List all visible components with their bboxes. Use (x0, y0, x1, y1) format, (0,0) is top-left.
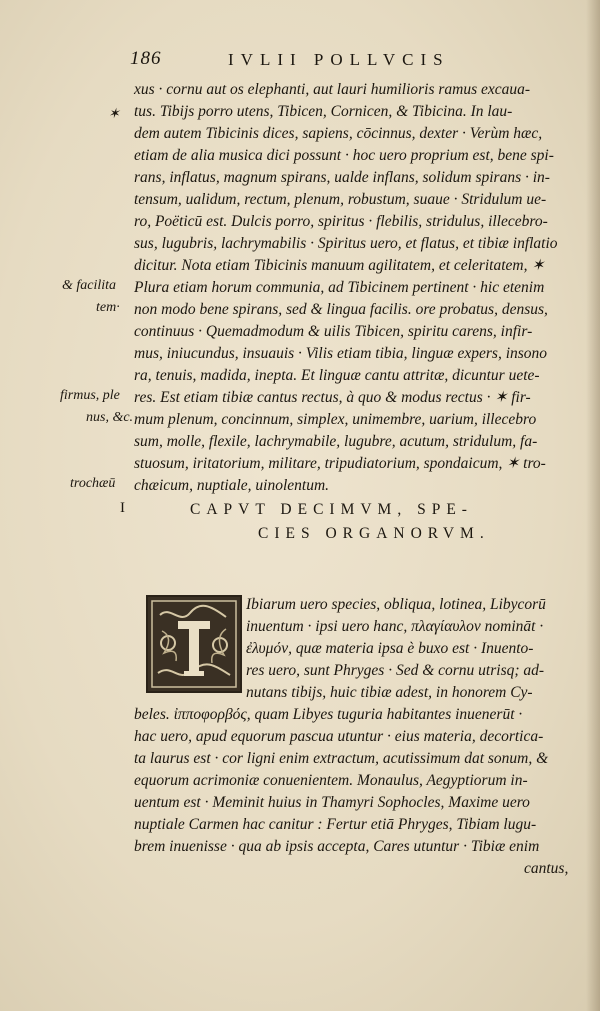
text-line: beles. ἰπποφορβός, quam Libyes tuguria habitantes inuenerūt · (134, 706, 523, 723)
margin-asterisk: ✶ (108, 107, 120, 122)
text-line: nutans tibijs, huic tibiæ adest, in honorem Cy- (246, 684, 533, 701)
text-line: tus. Tibijs porro utens, Tibicen, Cornicen, & Tibicina. In lau- (134, 103, 513, 120)
text-line: chæicum, nuptiale, uinolentum. (134, 477, 330, 494)
text-line: non modo bene spirans, sed & lingua facilis. ore probatus, densus, (134, 301, 548, 318)
margin-note: trochæū (70, 476, 116, 491)
text-line: nuptiale Carmen hac canitur : Fertur etiā Phryges, Tibiam lugu- (134, 816, 537, 833)
page-number: 186 (130, 48, 162, 69)
page-header (128, 48, 568, 76)
text-line: tensum, ualidum, rectum, plenum, robustum, suaue · Stridulum ue- (134, 191, 547, 208)
text-line: sum, molle, flexile, lachrymabile, lugubre, acutum, stridulum, fa- (134, 433, 538, 450)
margin-note: & facilita (62, 278, 117, 293)
text-line: dicitur. Nota etiam Tibicinis manuum agilitatem, et celeritatem, ✶ (134, 257, 545, 274)
text-line: sus, lugubris, lachrymabilis · Spiritus uero, et flatus, et tibiæ inflatio (134, 235, 558, 252)
running-title: IVLII POLLVCIS (228, 50, 450, 69)
ornament-icon (148, 597, 240, 691)
text-line: continuus · Quemadmodum & uilis Tibicen, spiritu carens, infir- (134, 323, 533, 340)
text-line: brem inuenisse · qua ab ipsis accepta, Cares utuntur · Tibiæ enim (134, 838, 540, 855)
page-gutter-shadow (586, 0, 600, 1011)
text-line: mum plenum, concinnum, simplex, unimembre, uarium, illecebro (134, 411, 537, 428)
text-line: mus, iniucundus, insuauis · Vilis etiam tibia, linguæ expers, insono (134, 345, 548, 362)
margin-note: nus, &c. (86, 410, 134, 425)
text-line-catchword: cantus, (524, 860, 569, 877)
text-line: res uero, sunt Phryges · Sed & cornu utrisq; ad- (246, 662, 545, 679)
text-line: hac uero, apud equorum pascua utuntur · eius materia, decortica- (134, 728, 544, 745)
text-line: inuentum · ipsi uero hanc, πλαγίαυλον nomināt · (246, 618, 544, 635)
margin-note: firmus, ple (60, 388, 120, 403)
decorated-initial-letter (146, 595, 242, 693)
text-line: ἐλυμόν, quæ materia ipsa è buxo est · Inuento- (246, 640, 534, 657)
text-line: etiam de alia musica dici possunt · hoc uero proprium est, bene spi- (134, 147, 554, 164)
text-line: ta laurus est · cor ligni enim extractum, acutissimum dat sonum, & (134, 750, 549, 767)
text-line: dem autem Tibicinis dices, sapiens, cōcinnus, dexter · Verùm hæc, (134, 125, 543, 142)
text-line: res. Est etiam tibiæ cantus rectus, à quo & modus rectus · ✶ fir- (134, 389, 531, 406)
chapter-heading-line-1: CAPVT DECIMVM, SPE- (190, 501, 473, 518)
text-line: Ibiarum uero species, obliqua, lotinea, Libycorū (246, 596, 546, 613)
text-line: uentum est · Meminit huius in Thamyri Sophocles, Maxime uero (134, 794, 530, 811)
text-line: rans, inflatus, magnum spirans, ualde inflans, solidum spirans · in- (134, 169, 550, 186)
text-line: Plura etiam horum communia, ad Tibicinem pertinent · hic etenim (134, 279, 545, 296)
chapter-heading-line-2: CIES ORGANORVM. (258, 525, 490, 542)
text-line: ra, tenuis, madida, inepta. Et linguæ cantu attritæ, dicuntur uete- (134, 367, 540, 384)
margin-note: tem· (96, 300, 120, 315)
text-line: stuosum, iritatorium, militare, tripudiatorium, spondaicum, ✶ tro- (134, 455, 546, 472)
text-line: ro, Poëticū est. Dulcis porro, spiritus · flebilis, stridulus, illecebro- (134, 213, 548, 230)
margin-note: I (120, 500, 125, 516)
text-line: equorum acrimoniæ conuenientem. Monaulus, Aegyptiorum in- (134, 772, 528, 789)
text-line: xus · cornu aut os elephanti, aut lauri humilioris ramus excaua- (134, 81, 531, 98)
